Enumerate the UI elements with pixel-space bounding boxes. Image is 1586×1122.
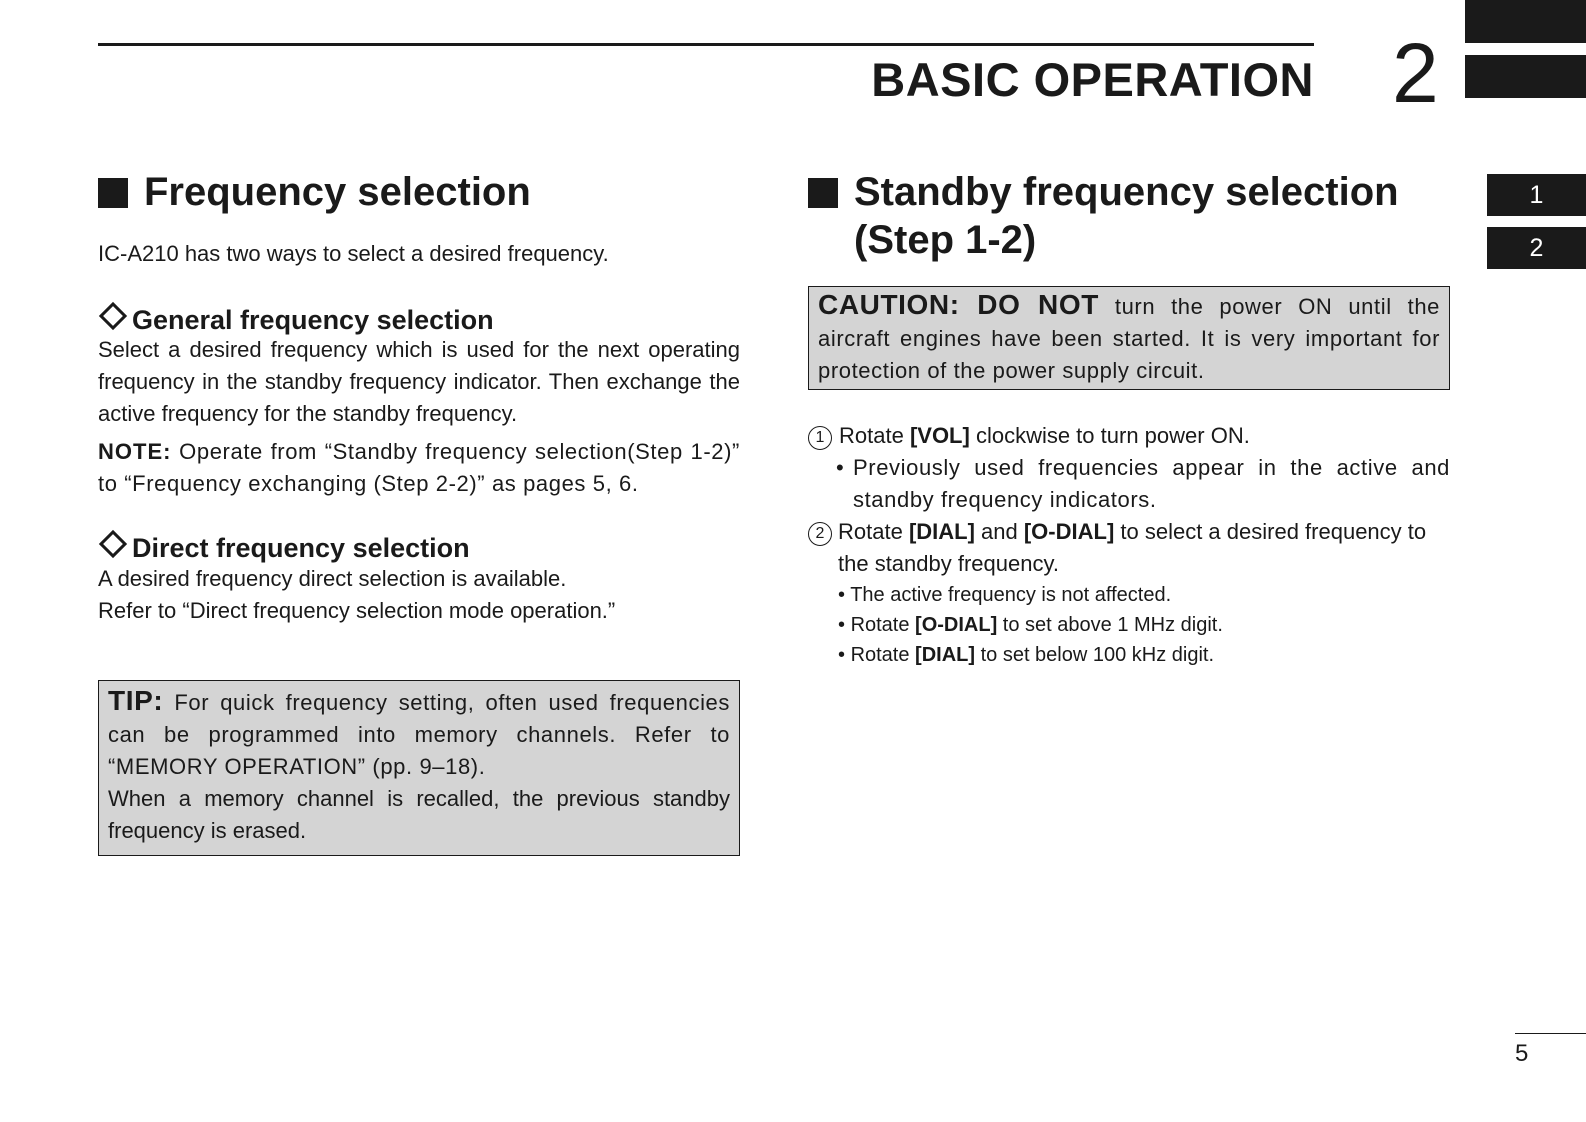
caution-text: turn the power ON until the aircraft engines have been started. It is very important for protection of the power supply circuit.: [818, 294, 1440, 383]
caution-paragraph: [818, 289, 1440, 387]
bullet-dot: •: [836, 455, 845, 480]
bullet-text: to set above 1 MHz digit.: [997, 614, 1223, 636]
direct-selection-line2: Refer to “Direct frequency selection mode operation.”: [98, 598, 616, 623]
chapter-edge-bar: [1465, 0, 1586, 43]
step-text: clockwise to turn power ON.: [969, 423, 1250, 448]
page-number-rule: [1515, 1033, 1586, 1034]
step-1: [808, 420, 1458, 452]
sub-bullet: • The active frequency is not affected.: [838, 584, 1172, 606]
square-bullet-icon: [98, 178, 128, 208]
section-heading-frequency-selection: [98, 168, 738, 216]
intro-text: IC-A210 has two ways to select a desired frequency.: [98, 241, 609, 266]
sub-heading-direct: [98, 532, 470, 564]
step-number: 1: [808, 426, 832, 450]
key-label: [O-DIAL]: [915, 614, 998, 636]
sub-bullet: • Rotate [O-DIAL] to set above 1 MHz digit.: [838, 614, 1223, 636]
direct-selection-line1: A desired frequency direct selection is available.: [98, 566, 567, 591]
chapter-title: BASIC OPERATION: [871, 53, 1314, 106]
diamond-bullet-icon: [99, 302, 127, 330]
key-label: [DIAL]: [908, 519, 975, 544]
sub-bullet: • Rotate [DIAL] to set below 100 kHz digit.: [838, 644, 1215, 666]
chapter-number: 2: [1392, 26, 1439, 120]
step-text: Rotate: [839, 423, 910, 448]
step-2: [808, 516, 1450, 580]
key-label: [VOL]: [909, 423, 970, 448]
step-1-bullet: [836, 452, 1450, 516]
note-paragraph: [98, 436, 740, 500]
tip-text: For quick frequency setting, often used frequencies can be programmed into memory channels. Refer to “MEMORY OPERATION” (pp. 9–18).: [108, 690, 730, 779]
bullet-text: The active frequency is not affected.: [850, 584, 1172, 606]
section-title: Frequency selection: [144, 170, 531, 214]
step-2-bullets: [838, 580, 1450, 670]
section-title-line2: (Step 1-2): [854, 218, 1037, 262]
side-tab-2[interactable]: 2: [1487, 227, 1586, 269]
tip-label: TIP:: [108, 685, 164, 716]
side-tab-1[interactable]: 1: [1487, 174, 1586, 216]
sub-heading-text: General frequency selection: [132, 305, 494, 335]
step-text: Rotate: [838, 519, 909, 544]
tip-box: [98, 680, 740, 856]
tip-text-2: When a memory channel is recalled, the previous standby frequency is erased.: [108, 786, 730, 843]
chapter-edge-bar: [1465, 55, 1586, 98]
note-text: Operate from “Standby frequency selection(Step 1-2)” to “Frequency exchanging (Step 2-2)” as pages 5, 6.: [98, 439, 740, 496]
general-selection-text: Select a desired frequency which is used for the next operating frequency in the standby frequency indicator. Then exchange the active frequency for the standby frequency.: [98, 337, 740, 426]
step-text: to select a desired frequency to the standby frequency.: [838, 519, 1427, 576]
step-text: and: [974, 519, 1024, 544]
page-number: 5: [1515, 1040, 1529, 1067]
caution-box: [808, 286, 1450, 390]
key-label: [O-DIAL]: [1023, 519, 1115, 544]
bullet-text: to set below 100 kHz digit.: [975, 644, 1215, 666]
sub-heading-text: Direct frequency selection: [132, 533, 470, 563]
header-rule: [98, 43, 1314, 46]
step-number: 2: [808, 522, 832, 546]
key-label: [DIAL]: [915, 644, 976, 666]
square-bullet-icon: [808, 178, 838, 208]
note-label: NOTE:: [98, 439, 172, 464]
step-text-block: [808, 516, 1450, 580]
bullet-text: Previously used frequencies appear in the active and standby frequency indicators.: [853, 455, 1450, 512]
sub-heading-general: [98, 304, 494, 336]
bullet-text: Rotate: [850, 644, 916, 666]
caution-label: CAUTION: DO NOT: [818, 289, 1099, 320]
bullet-text: Rotate: [850, 614, 916, 636]
section-heading-standby-selection: [808, 168, 1458, 264]
section-title-line1: Standby frequency selection: [854, 170, 1399, 214]
tip-paragraph: [108, 685, 730, 783]
diamond-bullet-icon: [99, 530, 127, 558]
